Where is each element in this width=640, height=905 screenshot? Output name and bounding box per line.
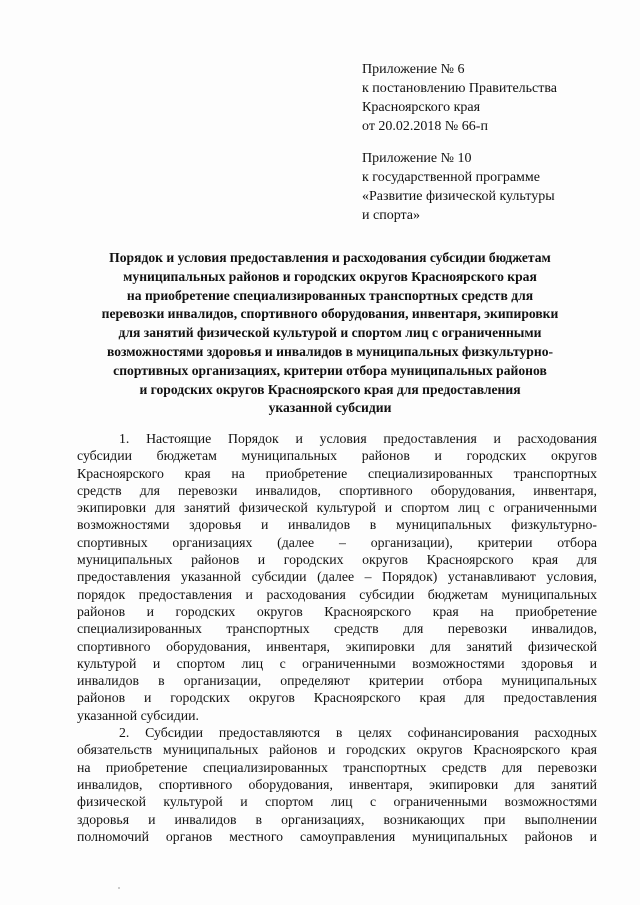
paragraph-line: обязательств муниципальных районов и городских округов Красноярского края [77, 742, 597, 758]
paragraph-line: районов и городских округов Красноярского края на приобретение [77, 603, 597, 619]
paragraph-line: полномочий органов местного самоуправления муниципальных районов и [77, 828, 597, 844]
paragraph-line: на приобретение специализированных транспортных средств для перевозки [77, 759, 597, 775]
paragraph-line: средств для перевозки инвалидов, спортивного оборудования, инвентаря, [77, 482, 597, 498]
document-body [77, 430, 597, 845]
title-line: муниципальных районов и городских округов Красноярского края [123, 268, 537, 284]
title-line: спортивных организациях, критерии отбора муниципальных районов [113, 362, 547, 378]
paragraph-line: порядок предоставления и расходования субсидии бюджетам муниципальных [77, 586, 597, 602]
appendix-10-line: «Развитие физической культуры [362, 189, 555, 204]
appendix-6-line: к постановлению Правительства [362, 81, 558, 96]
appendix-10-line: Приложение № 10 [362, 151, 472, 166]
paragraph-1 [77, 430, 597, 724]
paragraph-line: муниципальных районов и городских округов Красноярского края для [77, 552, 597, 568]
paragraph-line: спортивных организациях (далее – организации), критерии отбора [77, 534, 597, 550]
paragraph-line: культурой и спортом лиц с ограниченными возможностями здоровья и [77, 655, 597, 671]
appendix-6-line: Красноярского края [362, 100, 481, 115]
paragraph-2 [77, 724, 597, 845]
appendix-10-line: к государственной программе [362, 170, 540, 185]
paragraph-line: экипировки для занятий физической культурой и спортом лиц с ограниченными [77, 500, 597, 516]
paragraph-line: 1. Настоящие Порядок и условия предоставления и расходования [119, 431, 597, 446]
paragraph-line: районов и городских округов Красноярского края для предоставления [77, 690, 597, 706]
appendix-6-line: Приложение № 6 [362, 62, 465, 77]
paragraph-line: субсидии бюджетам муниципальных районов и городских округов [77, 448, 597, 464]
title-line: возможностями здоровья и инвалидов в муниципальных физкультурно- [106, 343, 554, 359]
title-line: на приобретение специализированных транспортных средств для [126, 287, 534, 303]
paragraph-line: здоровья и инвалидов в организациях, возникающих при выполнении [77, 811, 597, 827]
paragraph-line: 2. Субсидии предоставляются в целях софинансирования расходных [119, 725, 597, 741]
title-line: перевозки инвалидов, спортивного оборудования, инвентаря, экипировки [101, 306, 559, 322]
title-line: и городских округов Красноярского края для предоставления [139, 381, 521, 397]
appendix-6-header [362, 60, 632, 136]
document-title [60, 249, 600, 418]
appendix-10-header [362, 149, 632, 225]
paragraph-line: физической культурой и спортом лиц с ограниченными возможностями [77, 794, 597, 810]
paragraph-line: инвалидов в организации, определяют критерии отбора муниципальных [77, 673, 597, 689]
paragraph-line: указанной субсидии. [77, 707, 200, 723]
paragraph-line: предоставления указанной субсидии (далее – Порядок) устанавливают условия, [77, 569, 597, 585]
appendix-6-line: от 20.02.2018 № 66-п [362, 119, 488, 134]
title-line: указанной субсидии [268, 400, 392, 416]
paragraph-line: специализированных транспортных средств для перевозки инвалидов, [77, 621, 597, 637]
paragraph-line: Красноярского края на приобретение специализированных транспортных [77, 465, 597, 481]
paragraph-line: возможностями здоровья и инвалидов в муниципальных физкультурно- [77, 517, 597, 533]
title-line: Порядок и условия предоставления и расходования субсидии бюджетам [109, 250, 551, 265]
title-line: для занятий физической культурой и спортом лиц с ограниченными [118, 325, 542, 341]
paragraph-line: инвалидов, спортивного оборудования, инвентаря, экипировки для занятий [77, 776, 597, 792]
appendix-10-line: и спорта» [362, 208, 421, 223]
scan-speck [118, 887, 120, 889]
paragraph-line: спортивного оборудования, инвентаря, экипировки для занятий физической [77, 638, 597, 654]
